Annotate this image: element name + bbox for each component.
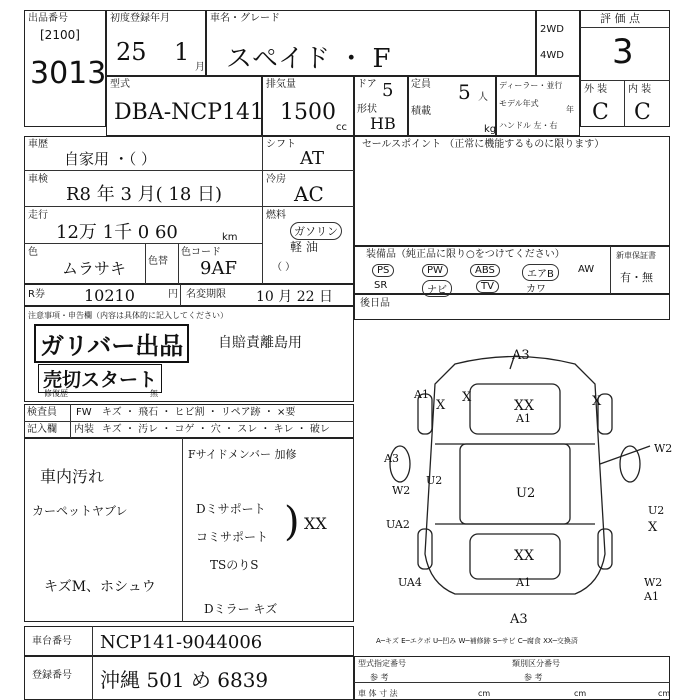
size-unit-2: cm — [574, 689, 587, 698]
mileage-label: 走行 — [28, 210, 48, 221]
type-value: DBA-NCP141 — [114, 100, 265, 125]
ref-label-1: 参 考 — [370, 673, 389, 682]
yen-unit: 円 — [168, 289, 178, 300]
equipment-label: 装備品（純正品に限り○をつけてください） — [366, 249, 565, 260]
color-label: 色 — [28, 247, 38, 258]
name-change-value: 10 月 22 日 — [256, 289, 333, 305]
aircon-label: 冷房 — [266, 174, 286, 185]
diag-ua4: UA4 — [398, 576, 422, 589]
equip-tv[interactable]: TV — [476, 280, 499, 293]
equip-sr[interactable]: SR — [374, 280, 388, 291]
history-hline-3 — [24, 243, 262, 244]
load-label: 積載 — [411, 106, 431, 117]
diag-rear-x-right: X — [592, 394, 602, 409]
equip-pw[interactable]: PW — [422, 264, 448, 277]
drive-4wd: 4WD — [540, 50, 564, 61]
kg-unit: kg — [484, 124, 497, 135]
note-scratch: キズM、ホシュウ — [44, 579, 156, 595]
diag-rear-xx: XX — [514, 398, 534, 414]
interior-label: 内 装 — [628, 84, 652, 95]
diag-rear-x-left: X — [462, 390, 472, 405]
interior-value: C — [634, 100, 651, 125]
size-unit-1: cm — [478, 689, 491, 698]
inspector-mid — [24, 421, 354, 422]
equip-aw[interactable]: AW — [578, 264, 595, 275]
chassis-value: NCP141-9044006 — [100, 632, 263, 653]
drive-box — [536, 10, 580, 76]
rear-items-box — [354, 294, 670, 320]
inspector-row2-int: 内装 — [74, 424, 94, 435]
diag-a3-left: A3 — [384, 452, 399, 465]
grade-divider-2 — [580, 80, 670, 81]
color-vline — [145, 243, 146, 284]
exterior-label: 外 装 — [584, 84, 608, 95]
inspector-row1-items: キズ ・ 飛石 ・ ヒビ割 ・ リペア跡 ・ ×要 — [102, 407, 296, 418]
model-label: 車名・グレード — [210, 13, 280, 24]
equipment-vline — [610, 246, 611, 294]
recycle-value: 10210 — [84, 286, 135, 305]
recycle-vline — [180, 284, 181, 306]
shape-value: HB — [370, 114, 396, 133]
color-code-label: 色コード — [181, 247, 221, 258]
history-label: 車歴 — [28, 139, 48, 150]
grade-divider — [580, 27, 670, 28]
inspector-row2-items: キズ ・ 汚レ ・ コゲ ・ 穴 ・ スレ ・ キレ ・ 破レ — [102, 424, 330, 435]
insurance-note: 自賠責離島用 — [218, 335, 302, 351]
capacity-label: 定員 — [411, 79, 431, 90]
note-side-member: Fサイドメンバー 加修 — [188, 448, 297, 461]
diag-rear-a1: A1 — [516, 412, 531, 425]
inspection-label: 車検 — [28, 174, 48, 185]
capacity-unit: 人 — [478, 92, 488, 103]
handle-label: ハンドル 左・右 — [499, 121, 558, 130]
diag-w2-right: W2 — [654, 442, 673, 455]
type-label: 型式 — [110, 79, 130, 90]
diag-left-x: X — [436, 398, 446, 413]
history-value: 自家用 ・（ ） — [64, 150, 157, 168]
repair-history-label: 修復歴 — [44, 389, 68, 398]
color-change-label: 色替 — [148, 256, 168, 267]
note-ts: TSのりS — [210, 558, 259, 572]
month-unit: 月 — [195, 62, 205, 73]
color-vline-2 — [178, 243, 179, 284]
equip-abs[interactable]: ABS — [470, 264, 500, 277]
exterior-value: C — [592, 100, 609, 125]
legend: A─キズ E─エクボ U─凹み W─補修跡 S─サビ C─腐食 XX─交換済 — [376, 637, 578, 645]
diag-top-a3: A3 — [512, 348, 530, 363]
diag-w2: W2 — [392, 484, 411, 497]
first-reg-year: 25 — [116, 38, 147, 66]
note-brace: ) — [284, 499, 300, 545]
notes-label: 注意事項・申告欄（内容は具体的に記入してください） — [28, 311, 228, 320]
fuel-diesel: 軽 油 — [290, 240, 318, 254]
history-hline-2 — [24, 206, 354, 207]
cc-unit: cc — [336, 122, 347, 133]
equip-airbag[interactable]: エアB — [522, 264, 559, 281]
drive-2wd: 2WD — [540, 24, 564, 35]
shape-label: 形状 — [357, 104, 377, 115]
format-hline — [354, 682, 670, 683]
grade-value: 3 — [612, 32, 634, 72]
reg-vline — [92, 656, 93, 700]
grade-label: 評 価 点 — [600, 12, 640, 25]
handwritten-vline — [182, 438, 183, 622]
lot-number: 3013 — [30, 56, 107, 91]
note-interior-dirty: 車内汚れ — [40, 467, 105, 486]
first-reg-month: 1 — [174, 38, 190, 66]
grade-mid — [624, 80, 625, 127]
warranty-value: 有・無 — [620, 271, 653, 284]
note-mirror: Dミラー キズ — [204, 602, 278, 616]
shift-label: シフト — [266, 139, 296, 150]
sale-start-stamp: 売切スタート — [38, 364, 162, 393]
inspection-value: R8 年 3 月( 18 日) — [66, 184, 223, 205]
diag-front-a1: A1 — [516, 576, 531, 589]
fuel-label: 燃料 — [266, 210, 286, 221]
vehicle-size-label: 車 体 寸 法 — [358, 689, 398, 698]
note-carpet: カーペットヤブレ — [32, 504, 128, 518]
fuel-other: （ ） — [272, 262, 296, 273]
dealer-label: ディーラー・並行 — [499, 81, 563, 90]
diag-u2-right: U2 — [648, 504, 665, 517]
gulliver-stamp: ガリバー出品 — [34, 324, 189, 363]
reg-label: 登録番号 — [32, 670, 72, 681]
first-reg-label: 初度登録年月 — [110, 13, 170, 24]
displacement-label: 排気量 — [266, 79, 296, 90]
note-xx: XX — [304, 514, 327, 533]
shift-value: AT — [300, 148, 325, 169]
doors-label: ドア — [357, 79, 377, 90]
diag-ua2: UA2 — [386, 518, 410, 531]
diag-u2-center: U2 — [516, 486, 536, 501]
diag-bottom-a3: A3 — [510, 612, 528, 627]
inspector-vline — [70, 404, 71, 438]
equip-ps[interactable]: PS — [372, 264, 394, 277]
repair-value: 無 — [150, 389, 158, 398]
model-year-label: モデル年式 — [499, 99, 539, 108]
fuel-gasoline: ガソリン — [290, 222, 342, 240]
inspector-row2-label: 記入欄 — [27, 424, 57, 435]
color-code-value: 9AF — [200, 258, 237, 279]
aircon-value: AC — [294, 182, 324, 206]
reg-value: 沖縄 501 め 6839 — [100, 668, 269, 692]
lot-label: 出品番号 — [28, 13, 68, 24]
chassis-label: 車台番号 — [32, 636, 72, 647]
chassis-vline — [92, 626, 93, 656]
equip-leather[interactable]: カワ — [526, 284, 546, 295]
size-unit-3: cm — [658, 689, 671, 698]
diag-front-xx: XX — [514, 548, 534, 564]
km-unit: km — [222, 232, 238, 243]
rear-items-label: 後日品 — [360, 298, 390, 309]
history-hline-1 — [24, 170, 354, 171]
displacement-value: 1500 — [280, 100, 336, 125]
inspector-row1-fw: FW — [76, 407, 92, 418]
category-label: 類別区分番号 — [512, 659, 560, 668]
diag-w2-lower: W2 — [644, 576, 663, 589]
name-change-label: 名変期限 — [186, 289, 226, 300]
sales-point-box — [354, 136, 670, 246]
capacity-value: 5 — [458, 80, 471, 104]
recycle-label: R券 — [28, 289, 45, 300]
format-label: 型式指定番号 — [358, 659, 406, 668]
diag-left-a1: A1 — [414, 388, 429, 401]
equip-navi[interactable]: ナビ — [422, 280, 452, 297]
lot-sub: [2100] — [40, 28, 80, 42]
doors-value: 5 — [382, 80, 394, 101]
mileage-value: 12万 1千 0 60 — [56, 222, 178, 243]
year-unit: 年 — [566, 105, 574, 114]
color-value: ムラサキ — [62, 259, 127, 278]
history-vline — [262, 136, 263, 284]
diag-a1-lower: A1 — [644, 590, 659, 603]
diag-x-right: X — [648, 520, 658, 535]
model-value: スペイド ・ F — [226, 44, 391, 74]
note-co-support: コミサポート — [196, 530, 269, 544]
sales-point-label: セールスポイント （正常に機能するものに限ります） — [362, 139, 605, 150]
note-d-support: Dミサポート — [196, 502, 266, 516]
ref-label-2: 参 考 — [524, 673, 543, 682]
new-warranty-label: 新車保証書 — [616, 251, 656, 260]
inspector-row1-label: 検査員 — [27, 407, 57, 418]
diag-u2-left: U2 — [426, 474, 443, 487]
